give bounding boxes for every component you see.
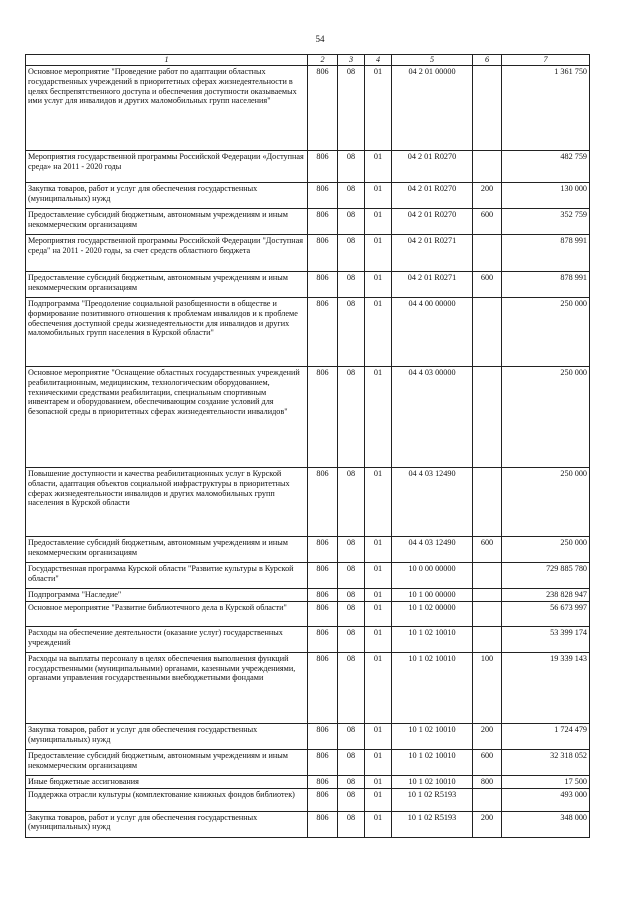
- target-article-code: 10 1 02 R5193: [392, 811, 473, 837]
- ministry-code: 806: [308, 271, 338, 297]
- table-row: [26, 652, 590, 723]
- ministry-code: 806: [308, 588, 338, 601]
- expense-type-code: 600: [473, 536, 502, 562]
- expense-type-code: [473, 297, 502, 366]
- row-description: Подпрограмма "Наследие": [26, 588, 308, 601]
- target-article-code: 10 1 02 10010: [392, 652, 473, 723]
- section-code: 08: [338, 297, 365, 366]
- expense-type-code: 200: [473, 811, 502, 837]
- table-row: [26, 626, 590, 652]
- amount: 19 339 143: [502, 652, 590, 723]
- row-description: Расходы на выплаты персоналу в целях обеспечения выполнения функций государственными (муниципальными) органами, казенными учреждениями, органами управления государственными внебюджетными фондами: [26, 652, 308, 723]
- target-article-code: 10 1 02 00000: [392, 601, 473, 626]
- section-code: 08: [338, 271, 365, 297]
- amount: 17 500: [502, 775, 590, 788]
- row-description: Поддержка отрасли культуры (комплектование книжных фондов библиотек): [26, 788, 308, 811]
- table-row: [26, 150, 590, 182]
- table-row: [26, 536, 590, 562]
- section-code: 08: [338, 626, 365, 652]
- expense-type-code: [473, 626, 502, 652]
- expense-type-code: [473, 366, 502, 467]
- expense-type-code: [473, 788, 502, 811]
- section-code: 08: [338, 150, 365, 182]
- table-row: [26, 749, 590, 775]
- ministry-code: 806: [308, 234, 338, 271]
- amount: 56 673 997: [502, 601, 590, 626]
- subsection-code: 01: [365, 749, 392, 775]
- expense-type-code: 600: [473, 208, 502, 234]
- ministry-code: 806: [308, 723, 338, 749]
- target-article-code: 04 2 01 R0270: [392, 182, 473, 208]
- subsection-code: 01: [365, 788, 392, 811]
- column-number: 3: [338, 55, 365, 66]
- target-article-code: 04 4 00 00000: [392, 297, 473, 366]
- amount: 729 885 780: [502, 562, 590, 588]
- column-number: 1: [26, 55, 308, 66]
- row-description: Иные бюджетные ассигнования: [26, 775, 308, 788]
- target-article-code: 04 2 01 00000: [392, 65, 473, 150]
- subsection-code: 01: [365, 811, 392, 837]
- subsection-code: 01: [365, 626, 392, 652]
- target-article-code: 04 4 03 00000: [392, 366, 473, 467]
- table-row: [26, 788, 590, 811]
- subsection-code: 01: [365, 588, 392, 601]
- expense-type-code: [473, 234, 502, 271]
- subsection-code: 01: [365, 467, 392, 536]
- subsection-code: 01: [365, 366, 392, 467]
- amount: 250 000: [502, 536, 590, 562]
- table-row: [26, 723, 590, 749]
- amount: 1 724 479: [502, 723, 590, 749]
- subsection-code: 01: [365, 723, 392, 749]
- expense-type-code: [473, 467, 502, 536]
- subsection-code: 01: [365, 271, 392, 297]
- section-code: 08: [338, 811, 365, 837]
- amount: 352 759: [502, 208, 590, 234]
- amount: 493 000: [502, 788, 590, 811]
- amount: 482 759: [502, 150, 590, 182]
- subsection-code: 01: [365, 297, 392, 366]
- subsection-code: 01: [365, 234, 392, 271]
- row-description: Закупка товаров, работ и услуг для обеспечения государственных (муниципальных) нужд: [26, 811, 308, 837]
- target-article-code: 04 2 01 R0270: [392, 150, 473, 182]
- row-description: Мероприятия государственной программы Российской Федерации "Доступная среда" на 2011 - 2020 годы, за счет средств областного бюджета: [26, 234, 308, 271]
- row-description: Расходы на обеспечение деятельности (оказание услуг) государственных учреждений: [26, 626, 308, 652]
- amount: 1 361 750: [502, 65, 590, 150]
- ministry-code: 806: [308, 208, 338, 234]
- ministry-code: 806: [308, 366, 338, 467]
- row-description: Предоставление субсидий бюджетным, автономным учреждениям и иным некоммерческим организациям: [26, 271, 308, 297]
- target-article-code: 10 1 02 R5193: [392, 788, 473, 811]
- column-number: 5: [392, 55, 473, 66]
- expense-type-code: [473, 562, 502, 588]
- ministry-code: 806: [308, 626, 338, 652]
- row-description: Предоставление субсидий бюджетным, автономным учреждениям и иным некоммерческим организациям: [26, 536, 308, 562]
- amount: 53 399 174: [502, 626, 590, 652]
- section-code: 08: [338, 775, 365, 788]
- expense-type-code: 600: [473, 271, 502, 297]
- column-number: 7: [502, 55, 590, 66]
- target-article-code: 10 0 00 00000: [392, 562, 473, 588]
- row-description: Государственная программа Курской области "Развитие культуры в Курской области": [26, 562, 308, 588]
- ministry-code: 806: [308, 65, 338, 150]
- section-code: 08: [338, 588, 365, 601]
- amount: 250 000: [502, 297, 590, 366]
- row-description: Предоставление субсидий бюджетным, автономным учреждениям и иным некоммерческим организациям: [26, 208, 308, 234]
- subsection-code: 01: [365, 652, 392, 723]
- expense-type-code: 600: [473, 749, 502, 775]
- table-row: [26, 467, 590, 536]
- row-description: Основное мероприятие "Оснащение областных государственных учреждений реабилитационным, медицинским, технологическим оборудованием, техническими средствами реабилитации, специальным спортивным инвентарем и оборудованием, обеспечивающим создание условий для безопасной среды в приоритетных сферах жизнедеятельности инвалидов": [26, 366, 308, 467]
- amount: 878 991: [502, 271, 590, 297]
- target-article-code: 10 1 00 00000: [392, 588, 473, 601]
- target-article-code: 04 2 01 R0271: [392, 234, 473, 271]
- table-row: [26, 297, 590, 366]
- amount: 250 000: [502, 366, 590, 467]
- expense-type-code: [473, 588, 502, 601]
- section-code: 08: [338, 467, 365, 536]
- subsection-code: 01: [365, 601, 392, 626]
- subsection-code: 01: [365, 536, 392, 562]
- ministry-code: 806: [308, 182, 338, 208]
- section-code: 08: [338, 182, 365, 208]
- section-code: 08: [338, 601, 365, 626]
- row-description: Основное мероприятие "Развитие библиотечного дела в Курской области": [26, 601, 308, 626]
- column-number: 2: [308, 55, 338, 66]
- subsection-code: 01: [365, 182, 392, 208]
- section-code: 08: [338, 65, 365, 150]
- row-description: Мероприятия государственной программы Российской Федерации «Доступная среда» на 2011 - 2020 годы: [26, 150, 308, 182]
- row-description: Подпрограмма "Преодоление социальной разобщенности в обществе и формирование позитивного отношения к проблемам инвалидов и к проблеме обеспечения доступной среды жизнедеятельности для инвалидов и других маломобильных групп населения в Курской области": [26, 297, 308, 366]
- expense-type-code: 100: [473, 652, 502, 723]
- target-article-code: 04 2 01 R0270: [392, 208, 473, 234]
- subsection-code: 01: [365, 65, 392, 150]
- amount: 348 000: [502, 811, 590, 837]
- subsection-code: 01: [365, 208, 392, 234]
- ministry-code: 806: [308, 749, 338, 775]
- page-number: 54: [315, 34, 325, 44]
- expense-type-code: 200: [473, 182, 502, 208]
- ministry-code: 806: [308, 150, 338, 182]
- budget-table: [25, 54, 590, 838]
- amount: 250 000: [502, 467, 590, 536]
- ministry-code: 806: [308, 467, 338, 536]
- ministry-code: 806: [308, 562, 338, 588]
- table-row: [26, 601, 590, 626]
- target-article-code: 04 2 01 R0271: [392, 271, 473, 297]
- table-row: [26, 182, 590, 208]
- ministry-code: 806: [308, 775, 338, 788]
- target-article-code: 04 4 03 12490: [392, 536, 473, 562]
- expense-type-code: 800: [473, 775, 502, 788]
- section-code: 08: [338, 366, 365, 467]
- expense-type-code: [473, 601, 502, 626]
- section-code: 08: [338, 788, 365, 811]
- amount: 878 991: [502, 234, 590, 271]
- table-row: [26, 562, 590, 588]
- target-article-code: 10 1 02 10010: [392, 626, 473, 652]
- table-row: [26, 366, 590, 467]
- expense-type-code: [473, 150, 502, 182]
- table-row: [26, 234, 590, 271]
- amount: 130 000: [502, 182, 590, 208]
- ministry-code: 806: [308, 652, 338, 723]
- expense-type-code: [473, 65, 502, 150]
- section-code: 08: [338, 652, 365, 723]
- table-row: [26, 271, 590, 297]
- ministry-code: 806: [308, 811, 338, 837]
- row-description: Закупка товаров, работ и услуг для обеспечения государственных (муниципальных) нужд: [26, 182, 308, 208]
- expense-type-code: 200: [473, 723, 502, 749]
- subsection-code: 01: [365, 775, 392, 788]
- table-row: [26, 65, 590, 150]
- ministry-code: 806: [308, 788, 338, 811]
- section-code: 08: [338, 723, 365, 749]
- section-code: 08: [338, 234, 365, 271]
- table-row: [26, 588, 590, 601]
- amount: 32 318 052: [502, 749, 590, 775]
- ministry-code: 806: [308, 601, 338, 626]
- target-article-code: 04 4 03 12490: [392, 467, 473, 536]
- section-code: 08: [338, 562, 365, 588]
- section-code: 08: [338, 208, 365, 234]
- row-description: Основное мероприятие "Проведение работ по адаптации областных государственных учреждений в приоритетных сферах жизнедеятельности в целях беспрепятственного доступа и обеспечения доступности оказываемых ими услуг для инвалидов и других маломобильных групп населения": [26, 65, 308, 150]
- ministry-code: 806: [308, 297, 338, 366]
- section-code: 08: [338, 749, 365, 775]
- subsection-code: 01: [365, 150, 392, 182]
- target-article-code: 10 1 02 10010: [392, 775, 473, 788]
- section-code: 08: [338, 536, 365, 562]
- ministry-code: 806: [308, 536, 338, 562]
- row-description: Закупка товаров, работ и услуг для обеспечения государственных (муниципальных) нужд: [26, 723, 308, 749]
- subsection-code: 01: [365, 562, 392, 588]
- column-number: 6: [473, 55, 502, 66]
- target-article-code: 10 1 02 10010: [392, 723, 473, 749]
- row-description: Предоставление субсидий бюджетным, автономным учреждениям и иным некоммерческим организациям: [26, 749, 308, 775]
- column-number: 4: [365, 55, 392, 66]
- target-article-code: 10 1 02 10010: [392, 749, 473, 775]
- column-number-row: [26, 55, 590, 66]
- row-description: Повышение доступности и качества реабилитационных услуг в Курской области, адаптация объектов социальной инфраструктуры в приоритетных сферах жизнедеятельности инвалидов и других маломобильных групп населения в Курской области: [26, 467, 308, 536]
- table-row: [26, 208, 590, 234]
- amount: 238 828 947: [502, 588, 590, 601]
- table-row: [26, 811, 590, 837]
- table-row: [26, 775, 590, 788]
